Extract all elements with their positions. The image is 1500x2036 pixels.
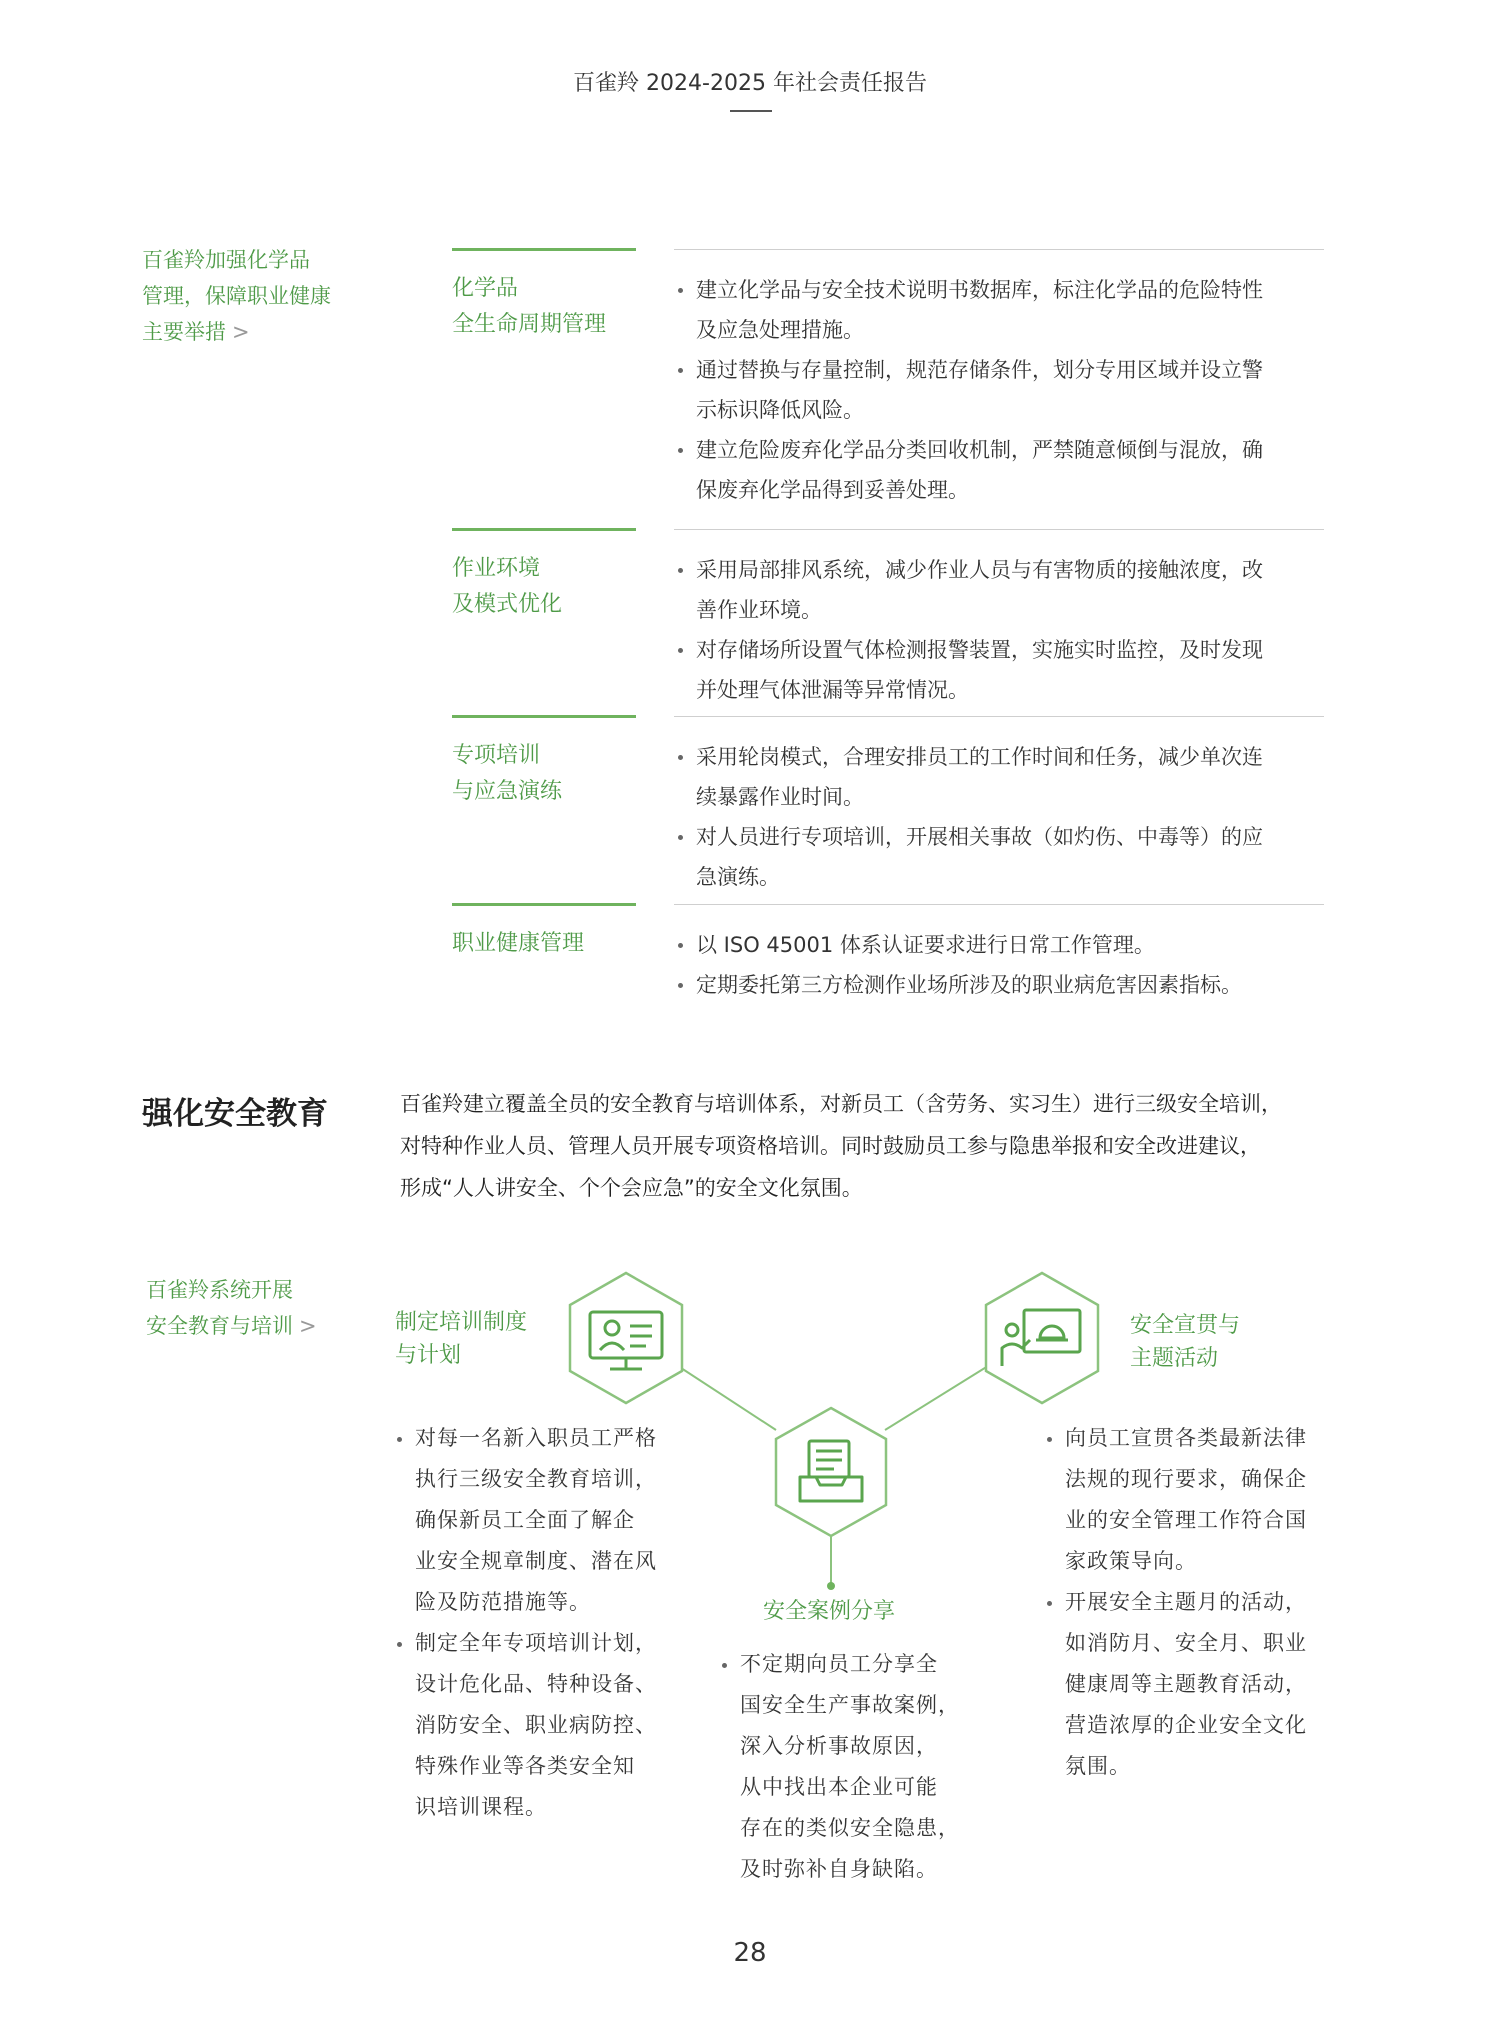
row-label-line: 职业健康管理: [452, 931, 585, 956]
case-sharing-list: [718, 1644, 988, 1890]
safety-activities-list: [1043, 1418, 1343, 1787]
section-heading: 强化安全教育: [142, 1096, 328, 1132]
chemical-side-title-line: 百雀羚加强化学品: [142, 248, 310, 272]
row-label-line: 作业环境: [452, 556, 541, 581]
list-item: 建立危险废弃化学品分类回收机制，严禁随意倾倒与混放，确 保废弃化学品得到妥善处理。: [674, 430, 1324, 510]
node-title-training-plan: 制定培训制度 与计划: [395, 1310, 528, 1368]
chemical-side-title-line: 主要举措: [142, 320, 226, 344]
page-number: 28: [733, 1938, 767, 1968]
chevron-right-icon: >: [232, 320, 250, 344]
report-title: 百雀羚 2024-2025 年社会责任报告: [573, 71, 927, 96]
education-side-title-line: 安全教育与培训: [146, 1314, 293, 1338]
row-label-line: 化学品: [452, 276, 519, 301]
list-item: 对人员进行专项培训，开展相关事故（如灼伤、中毒等）的应 急演练。: [674, 817, 1324, 897]
node-title-safety-activities: 安全宣贯与 主题活动: [1130, 1313, 1241, 1371]
safety-presentation-icon: [982, 1270, 1102, 1406]
list-item: 开展安全主题月的活动， 如消防月、安全月、职业 健康周等主题教育活动， 营造浓厚的企业安全文化 氛围。: [1043, 1582, 1343, 1787]
section-paragraph: 百雀羚建立覆盖全员的安全教育与培训体系，对新员工（含劳务、实习生）进行三级安全培训， 对特种作业人员、管理人员开展专项资格培训。同时鼓励员工参与隐患举报和安全改进建议， 形成“人人讲安全、个个会应急”的安全文化氛围。: [400, 1092, 1282, 1200]
list-item: 采用轮岗模式，合理安排员工的工作时间和任务，减少单次连 续暴露作业时间。: [674, 737, 1324, 817]
list-item: 对每一名新入职员工严格 执行三级安全教育培训， 确保新员工全面了解企 业安全规章制度、潜在风 险及防范措施等。: [393, 1418, 693, 1623]
row-label-line: 全生命周期管理: [452, 312, 607, 337]
chevron-right-icon: >: [299, 1314, 317, 1338]
list-item: 制定全年专项培训计划， 设计危化品、特种设备、 消防安全、职业病防控、 特殊作业等各类安全知 识培训课程。: [393, 1623, 693, 1828]
document-tray-icon: [772, 1405, 890, 1539]
list-item: 以 ISO 45001 体系认证要求进行日常工作管理。: [674, 925, 1324, 965]
training-plan-list: [393, 1418, 693, 1828]
row-label-line: 及模式优化: [452, 592, 563, 617]
monitor-training-icon: [566, 1270, 686, 1406]
list-item: 定期委托第三方检测作业场所涉及的职业病危害因素指标。: [674, 965, 1324, 1005]
list-item: 建立化学品与安全技术说明书数据库，标注化学品的危险特性 及应急处理措施。: [674, 270, 1324, 350]
row-label-line: 与应急演练: [452, 779, 563, 804]
list-item: 向员工宣贯各类最新法律 法规的现行要求，确保企 业的安全管理工作符合国 家政策导向。: [1043, 1418, 1343, 1582]
list-item: 采用局部排风系统，减少作业人员与有害物质的接触浓度，改 善作业环境。: [674, 550, 1324, 630]
row-label-line: 专项培训: [452, 743, 541, 768]
node-title-case-sharing: 安全案例分享: [763, 1599, 896, 1624]
list-item: 通过替换与存量控制，规范存储条件，划分专用区域并设立警 示标识降低风险。: [674, 350, 1324, 430]
list-item: 不定期向员工分享全 国安全生产事故案例， 深入分析事故原因， 从中找出本企业可能 存在的类似安全隐患， 及时弥补自身缺陷。: [718, 1644, 988, 1890]
list-item: 对存储场所设置气体检测报警装置，实施实时监控，及时发现 并处理气体泄漏等异常情况。: [674, 630, 1324, 710]
education-side-title-line: 百雀羚系统开展: [146, 1278, 293, 1302]
chemical-side-title-line: 管理，保障职业健康: [142, 284, 331, 308]
